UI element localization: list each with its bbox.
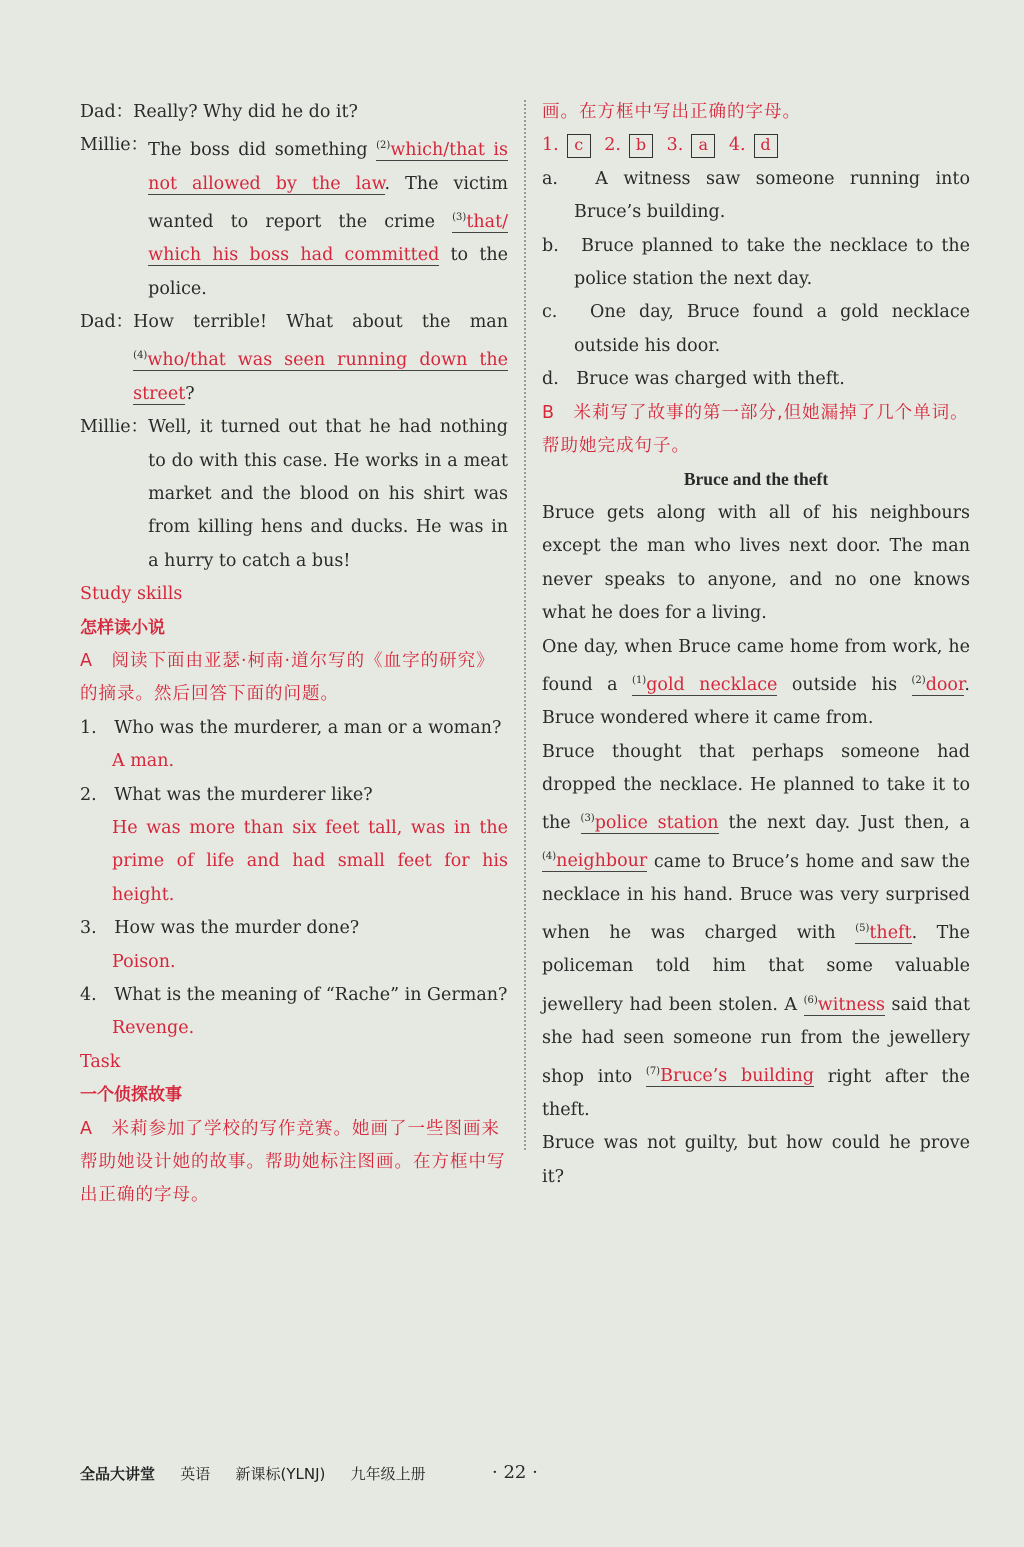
answer-text: witness bbox=[817, 994, 885, 1015]
blank-number: (1) bbox=[632, 674, 647, 686]
footer-edition: 新课标(YLNJ) bbox=[235, 1465, 326, 1483]
footer bbox=[80, 1463, 446, 1484]
text: outside his bbox=[777, 674, 912, 695]
answer-text: police station bbox=[594, 813, 719, 834]
text: right after the theft. bbox=[542, 1066, 971, 1120]
blank-number: (6) bbox=[803, 994, 818, 1006]
option: c. One day, Bruce found a gold necklace outside his door. bbox=[542, 302, 970, 356]
instruction-continued: 画。在方框中写出正确的字母。 bbox=[542, 102, 801, 122]
answer-text: Bruce’s building bbox=[660, 1066, 814, 1087]
answer-box: b bbox=[629, 134, 653, 158]
instruction: B 米莉写了故事的第一部分,但她漏掉了几个单词。帮助她完成句子。 bbox=[542, 402, 969, 457]
text: One day, when Bruce came home from work, he found a bbox=[542, 636, 970, 695]
blank-number: (3) bbox=[580, 813, 595, 825]
answer: He was more than six feet tall, was in the prime of life and had small feet for his height. bbox=[112, 818, 508, 905]
answer-box: c bbox=[567, 134, 591, 158]
answer-text: that/ which his boss had committed bbox=[148, 211, 508, 266]
text: Bruce thought that perhaps someone had dropped the necklace. He planned to take it to the bbox=[542, 741, 970, 834]
speaker: Millie： bbox=[80, 135, 149, 156]
option: b. Bruce planned to take the necklace to the police station the next day. bbox=[542, 235, 970, 290]
speech: Well, it turned out that he had nothing to do with this case. He works in a meat market and the blood on his shirt was from killing hens and ducks. He was in a hurry to catch a bus! bbox=[148, 417, 508, 571]
story-paragraph: Bruce was not guilty, but how could he prove it? bbox=[542, 1133, 970, 1187]
speaker: Dad： bbox=[80, 312, 134, 333]
text: . Bruce wondered where it came from. bbox=[542, 674, 970, 729]
blank-number: (5) bbox=[855, 923, 870, 935]
text: . The policeman told him that some valuable jewellery had been stolen. A bbox=[542, 923, 970, 1015]
answer-text: theft bbox=[869, 923, 912, 944]
answer-boxes bbox=[542, 129, 970, 162]
section-subheading: 怎样读小说 bbox=[80, 617, 165, 638]
blank-number: (4) bbox=[542, 851, 557, 863]
story-paragraph bbox=[542, 631, 970, 736]
column-divider bbox=[524, 100, 526, 1150]
answer: A man. bbox=[112, 751, 175, 772]
answer-text: neighbour bbox=[556, 851, 648, 872]
box-number: 3. bbox=[666, 135, 684, 156]
page-number: · 22 · bbox=[492, 1462, 538, 1483]
answer: Revenge. bbox=[112, 1018, 195, 1039]
dialogue-line bbox=[80, 411, 508, 578]
blank-number: (4) bbox=[133, 350, 148, 362]
speech: Really? Why did he do it? bbox=[133, 102, 358, 122]
answer: Poison. bbox=[112, 951, 176, 972]
speech bbox=[148, 129, 508, 306]
answer-box: a bbox=[691, 134, 715, 158]
answer-box: d bbox=[754, 134, 778, 158]
question-list bbox=[80, 712, 508, 1046]
text: ? bbox=[185, 383, 195, 404]
blank-number: (7) bbox=[645, 1066, 661, 1078]
question: 3. How was the murder done? bbox=[80, 918, 360, 939]
instruction: A 阅读下面由亚瑟·柯南·道尔写的《血字的研究》的摘录。然后回答下面的问题。 bbox=[80, 650, 495, 705]
answer-blank bbox=[581, 813, 719, 834]
answer-blank bbox=[646, 1066, 814, 1087]
text: How terrible! What about the man bbox=[133, 312, 508, 333]
answer-text: gold necklace bbox=[646, 674, 778, 695]
answer-text: which/that is not allowed by the law bbox=[148, 140, 509, 194]
question: 4. What is the meaning of “Rache” in German? bbox=[80, 985, 508, 1006]
instruction: A 米莉参加了学校的写作竞赛。她画了一些图画来帮助她设计她的故事。帮助她标注图画。在方框中写出正确的字母。 bbox=[80, 1118, 506, 1206]
box-number: 1. bbox=[542, 135, 559, 156]
answer-blank bbox=[804, 995, 885, 1016]
text: the next day. Just then, a bbox=[718, 813, 970, 834]
answer-text: who/that was seen running down the street bbox=[133, 350, 508, 404]
dialogue-line bbox=[80, 306, 508, 411]
blank-number: (3) bbox=[452, 212, 467, 224]
blank-number: (2) bbox=[376, 140, 391, 152]
story-paragraph: Bruce gets along with all of his neighbours except the man who lives next door. The man never speaks to anyone, and no one knows what he does for a living. bbox=[542, 502, 970, 624]
option: d. Bruce was charged with theft. bbox=[542, 369, 845, 390]
footer-subject: 英语 bbox=[180, 1465, 211, 1483]
dialogue-line bbox=[80, 129, 508, 306]
answer-blank bbox=[632, 675, 777, 696]
section-heading: Task bbox=[80, 1051, 121, 1072]
speaker: Dad： bbox=[80, 102, 134, 122]
story-paragraph bbox=[542, 736, 970, 1128]
right-column bbox=[542, 96, 970, 1194]
answer-blank bbox=[912, 675, 965, 696]
answer-blank bbox=[542, 851, 647, 872]
text: came to Bruce’s home and saw the necklace in his hand. Bruce was very surprised when he was charged with bbox=[542, 851, 970, 944]
text: The boss did something bbox=[148, 140, 377, 161]
text: said that she had seen someone run from the jewellery shop into bbox=[542, 994, 970, 1087]
text: . The victim wanted to report the crime bbox=[148, 173, 508, 232]
question: 1. Who was the murderer, a man or a woman? bbox=[80, 717, 502, 738]
answer-text: door bbox=[925, 674, 965, 695]
box-number: 4. bbox=[728, 135, 746, 156]
question: 2. What was the murderer like? bbox=[80, 784, 373, 805]
blank-number: (2) bbox=[911, 674, 926, 686]
box-number: 2. bbox=[604, 135, 621, 156]
section-subheading: 一个侦探故事 bbox=[80, 1085, 182, 1106]
dialogue-line bbox=[80, 96, 508, 129]
speaker: Millie： bbox=[80, 417, 149, 438]
footer-brand: 全品大讲堂 bbox=[80, 1465, 156, 1483]
section-heading: Study skills bbox=[80, 584, 183, 605]
left-column bbox=[80, 96, 509, 1206]
option: a. A witness saw someone running into Bruce’s building. bbox=[542, 168, 970, 223]
speech bbox=[133, 306, 508, 411]
text: to the police. bbox=[148, 245, 508, 299]
story-title: Bruce and the theft bbox=[683, 469, 829, 490]
answer-blank bbox=[855, 923, 911, 944]
footer-grade: 九年级上册 bbox=[350, 1465, 426, 1483]
